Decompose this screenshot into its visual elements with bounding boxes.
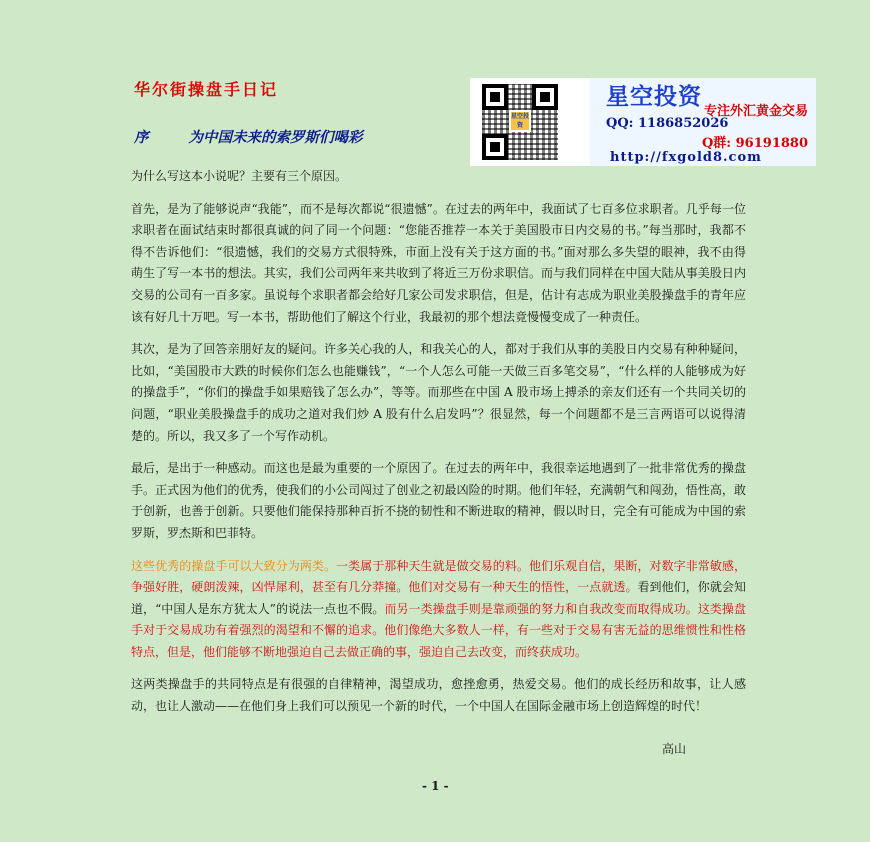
body-text	[131, 166, 746, 729]
preface-title: 为中国未来的索罗斯们喝彩	[188, 129, 363, 146]
paragraph-intro: 为什么写这本小说呢？主要有三个原因。	[131, 169, 348, 183]
qr-code-icon	[482, 84, 558, 160]
highlight-red-type-one: 一类属于那种天生就是做交易的料。他们乐观自信，果断，对数字非常敏感，争强好胜，硬朗泼辣，凶悍犀利，甚至有几分莽撞。他们对交易有一种天生的悟性，一点就透。	[131, 558, 746, 595]
ad-url-link[interactable]: http://fxgold8.com	[610, 150, 762, 165]
paragraph-second-reason: 其次，是为了回答亲朋好友的疑问。许多关心我的人，和我关心的人，都对于我们从事的美股日内交易有种种疑问，比如，“美国股市大跌的时候你们怎么也能赚钱”，“一个人怎么可能一天做三百多笔交易”，“什么样的人能够成为好的操盘手”，“你们的操盘手如果赔钱了怎么办”，等等。而那些在中国 A 股市场上搏杀的亲友们还有一个共同关切的问题，“职业美股操盘手的成功之道对我们炒 A 股有什么启发吗”？很显然，每一个问题都不是三言两语可以说得清楚的。所以，我又多了一个写作动机。	[131, 342, 746, 443]
qr-finder-top-right	[532, 84, 558, 110]
plain-remark: 看到他们，你就会知道，“中国人是东方犹太人”的说法一点也不假。	[131, 580, 746, 616]
ad-qq: QQ: 1186852026	[606, 116, 729, 131]
paragraph-trader-types	[131, 556, 746, 664]
ad-slogan: 专注外汇黄金交易	[703, 104, 808, 119]
ad-text-panel	[590, 78, 816, 166]
book-title: 华尔街操盘手日记	[134, 80, 279, 99]
qr-logo: 星空投资	[509, 110, 531, 132]
ad-brand: 星空投资	[606, 84, 702, 110]
paragraph-first-reason: 首先，是为了能够说声“我能”，而不是每次都说“很遗憾”。在过去的两年中，我面试了七百多位求职者。几乎每一位求职者在面试结束时都很真诚的问了同一个问题：“您能否推荐一本关于美国股市日内交易的书。”每当那时，我都不得不告诉他们：“很遗憾，我们的交易方式很特殊，市面上没有关于这方面的书。”面对那么多失望的眼神，我不由得萌生了写一本书的想法。其实，我们公司两年来共收到了将近三万份求职信。而与我们同样在中国大陆从事美股日内交易的公司有一百多家。虽说每个求职者都会给好几家公司发求职信，但是，估计有志成为职业美股操盘手的青年应该有好几十万吧。写一本书，帮助他们了解这个行业，我最初的那个想法竟慢慢变成了一种责任。	[131, 201, 746, 324]
ad-banner[interactable]	[470, 78, 816, 166]
ad-qgroup: Q群: 96191880	[701, 136, 808, 151]
paragraph-third-reason: 最后，是出于一种感动。而这也是最为重要的一个原因了。在过去的两年中，我很幸运地遇到了一批非常优秀的操盘手。正式因为他们的优秀，使我们的小公司闯过了创业之初最凶险的时期。他们年轻，充满朝气和闯劲，悟性高，敢于创新，也善于创新。只要他们能保持那种百折不挠的韧性和不断进取的精神，假以时日，完全有可能成为中国的索罗斯，罗杰斯和巴菲特。	[131, 461, 746, 540]
preface-heading	[134, 126, 363, 147]
author-signature: 高山	[662, 742, 687, 756]
qr-finder-bottom-left	[482, 134, 508, 160]
paragraph-conclusion: 这两类操盘手的共同特点是有很强的自律精神，渴望成功，愈挫愈勇，热爱交易。他们的成长经历和故事，让人感动，也让人激动——在他们身上我们可以预见一个新的时代，一个中国人在国际金融市场上创造辉煌的时代！	[131, 677, 746, 714]
qr-finder-top-left	[482, 84, 508, 110]
page-number: - 1 -	[422, 779, 449, 793]
highlight-orange: 这些优秀的操盘手可以大致分为两类。	[131, 558, 337, 573]
highlight-red-type-two: 而另一类操盘手则是靠顽强的努力和自我改变而取得成功。这类操盘手对于交易成功有着强烈的渴望和不懈的追求。他们像绝大多数人一样，有一些对于交易有害无益的思维惯性和性格特点，但是，他们能够不断地强迫自己去做正确的事，强迫自己去改变，而终获成功。	[131, 601, 746, 659]
preface-label: 序	[134, 129, 149, 146]
